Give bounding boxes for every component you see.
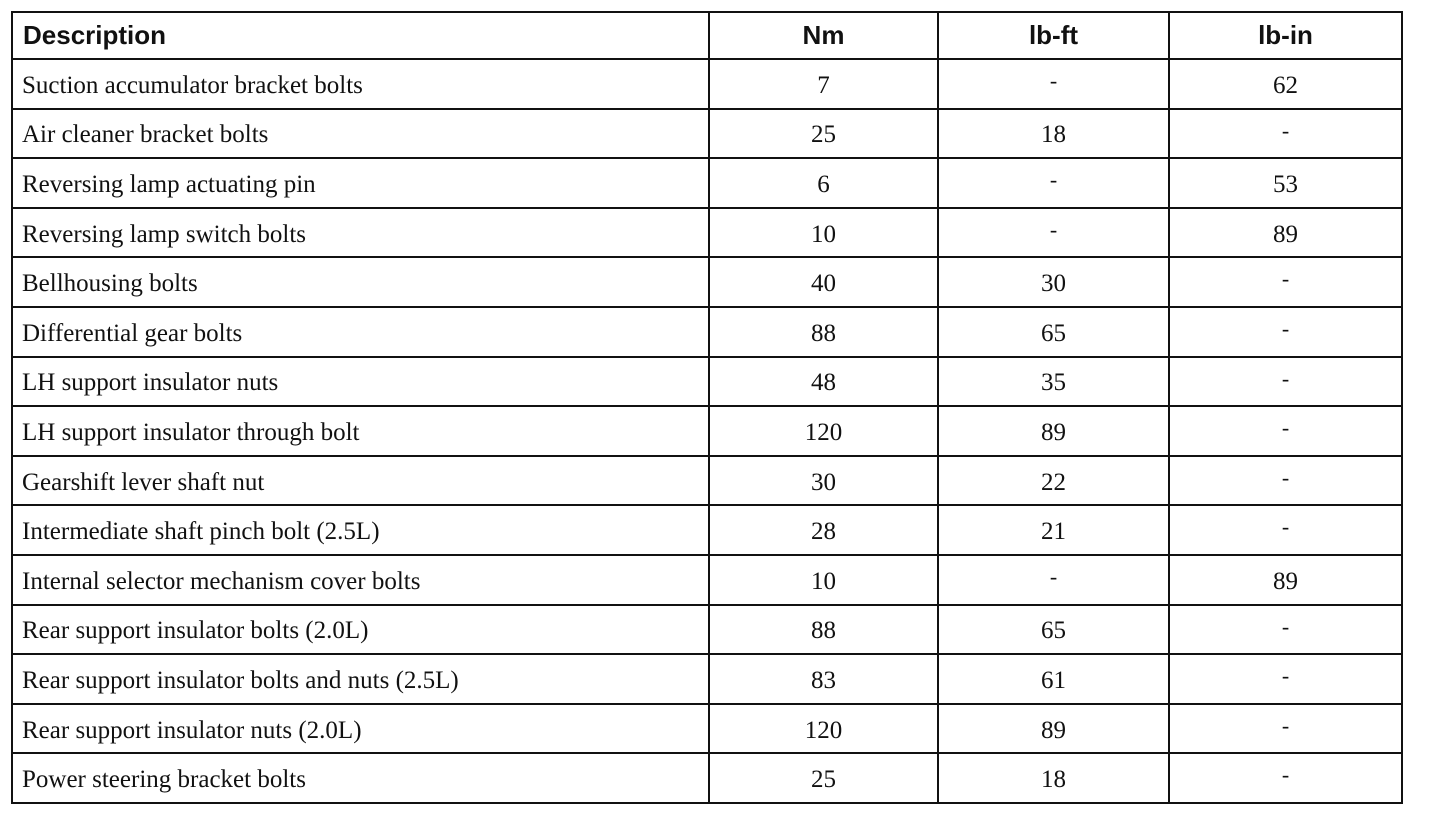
- table-header-row: [12, 12, 1402, 59]
- table-row: [12, 456, 1402, 506]
- cell-lb-in: 62: [1169, 59, 1402, 109]
- cell-lb-ft: 18: [938, 753, 1169, 803]
- cell-lb-in: -: [1169, 406, 1402, 456]
- table-row: [12, 753, 1402, 803]
- cell-lb-ft: 30: [938, 257, 1169, 307]
- cell-description: Gearshift lever shaft nut: [12, 456, 709, 506]
- cell-nm: 88: [709, 605, 938, 655]
- cell-nm: 88: [709, 307, 938, 357]
- table-row: [12, 59, 1402, 109]
- cell-nm: 10: [709, 555, 938, 605]
- cell-lb-ft: 22: [938, 456, 1169, 506]
- cell-lb-in: -: [1169, 654, 1402, 704]
- cell-lb-in: -: [1169, 456, 1402, 506]
- cell-lb-in: -: [1169, 605, 1402, 655]
- column-header-nm: Nm: [709, 12, 938, 59]
- table-row: [12, 406, 1402, 456]
- cell-lb-in: -: [1169, 357, 1402, 407]
- cell-nm: 40: [709, 257, 938, 307]
- table-row: [12, 605, 1402, 655]
- cell-description: Rear support insulator bolts (2.0L): [12, 605, 709, 655]
- cell-lb-in: -: [1169, 109, 1402, 159]
- table-row: [12, 257, 1402, 307]
- cell-nm: 48: [709, 357, 938, 407]
- cell-description: Differential gear bolts: [12, 307, 709, 357]
- cell-lb-ft: 89: [938, 704, 1169, 754]
- table-row: [12, 555, 1402, 605]
- cell-lb-ft: 89: [938, 406, 1169, 456]
- cell-lb-in: 89: [1169, 555, 1402, 605]
- cell-nm: 83: [709, 654, 938, 704]
- cell-lb-in: -: [1169, 505, 1402, 555]
- cell-description: Power steering bracket bolts: [12, 753, 709, 803]
- table-row: [12, 704, 1402, 754]
- cell-nm: 6: [709, 158, 938, 208]
- column-header-lb-ft: lb-ft: [938, 12, 1169, 59]
- table-row: [12, 357, 1402, 407]
- cell-description: Intermediate shaft pinch bolt (2.5L): [12, 505, 709, 555]
- torque-spec-table: [11, 11, 1403, 804]
- cell-lb-in: 89: [1169, 208, 1402, 258]
- table-row: [12, 109, 1402, 159]
- cell-nm: 10: [709, 208, 938, 258]
- cell-lb-ft: 65: [938, 307, 1169, 357]
- cell-nm: 120: [709, 704, 938, 754]
- cell-lb-ft: -: [938, 555, 1169, 605]
- table-row: [12, 505, 1402, 555]
- cell-lb-ft: 65: [938, 605, 1169, 655]
- cell-lb-ft: 35: [938, 357, 1169, 407]
- cell-lb-ft: 61: [938, 654, 1169, 704]
- column-header-description: Description: [12, 12, 709, 59]
- table-row: [12, 307, 1402, 357]
- cell-description: LH support insulator nuts: [12, 357, 709, 407]
- cell-lb-ft: 18: [938, 109, 1169, 159]
- cell-lb-ft: 21: [938, 505, 1169, 555]
- cell-description: Air cleaner bracket bolts: [12, 109, 709, 159]
- cell-lb-ft: -: [938, 158, 1169, 208]
- cell-description: Rear support insulator bolts and nuts (2.5L): [12, 654, 709, 704]
- cell-lb-in: -: [1169, 704, 1402, 754]
- table-row: [12, 208, 1402, 258]
- cell-lb-in: -: [1169, 753, 1402, 803]
- cell-description: Suction accumulator bracket bolts: [12, 59, 709, 109]
- cell-nm: 120: [709, 406, 938, 456]
- cell-nm: 7: [709, 59, 938, 109]
- table-row: [12, 654, 1402, 704]
- cell-description: LH support insulator through bolt: [12, 406, 709, 456]
- cell-description: Reversing lamp switch bolts: [12, 208, 709, 258]
- cell-lb-in: 53: [1169, 158, 1402, 208]
- cell-nm: 25: [709, 753, 938, 803]
- cell-lb-in: -: [1169, 307, 1402, 357]
- cell-nm: 25: [709, 109, 938, 159]
- table-body: [12, 59, 1402, 803]
- column-header-lb-in: lb-in: [1169, 12, 1402, 59]
- cell-description: Internal selector mechanism cover bolts: [12, 555, 709, 605]
- cell-nm: 30: [709, 456, 938, 506]
- cell-description: Rear support insulator nuts (2.0L): [12, 704, 709, 754]
- cell-description: Bellhousing bolts: [12, 257, 709, 307]
- cell-lb-in: -: [1169, 257, 1402, 307]
- cell-lb-ft: -: [938, 208, 1169, 258]
- cell-nm: 28: [709, 505, 938, 555]
- table-row: [12, 158, 1402, 208]
- cell-lb-ft: -: [938, 59, 1169, 109]
- cell-description: Reversing lamp actuating pin: [12, 158, 709, 208]
